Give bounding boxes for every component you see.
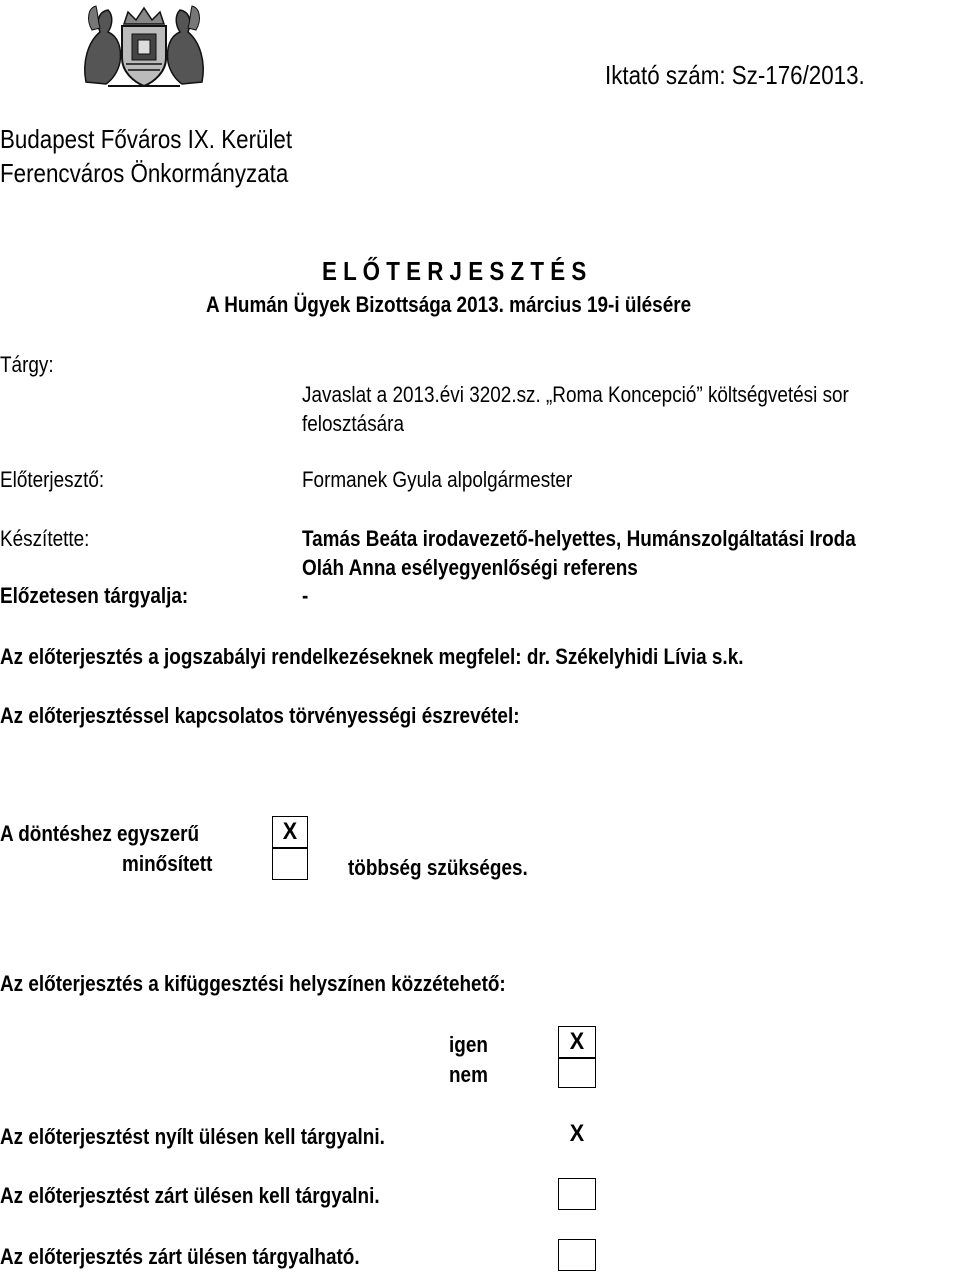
prepared-by-value-2: Oláh Anna esélyegyenlőségi referens <box>302 555 638 580</box>
majority-label: A döntéshez egyszerű <box>0 821 200 846</box>
prepared-by-value: Tamás Beáta irodavezető-helyettes, Humánszolgáltatási Iroda <box>302 526 856 551</box>
publication-yes-checkbox[interactable] <box>558 1026 596 1058</box>
subject-value-continued: felosztására <box>302 411 405 436</box>
document-title: E L Ő T E R J E S Z T É S <box>322 256 587 286</box>
subject-label: Tárgy: <box>0 352 54 377</box>
prepared-by-label: Készítette: <box>0 526 90 551</box>
publication-no-checkbox[interactable] <box>558 1058 596 1088</box>
organization-name: Budapest Főváros IX. Kerület <box>0 124 293 154</box>
closed-session-possible-checkbox[interactable] <box>558 1239 596 1271</box>
reference-number: Iktató szám: Sz-176/2013. <box>605 60 865 90</box>
submitter-value: Formanek Gyula alpolgármester <box>302 467 573 492</box>
organization-name-2: Ferencváros Önkormányzata <box>0 158 289 188</box>
simple-majority-checkbox[interactable] <box>272 816 308 848</box>
closed-session-label: Az előterjesztést zárt ülésen kell tárgyalni. <box>0 1183 380 1208</box>
publication-question: Az előterjesztés a kifüggesztési helyszínen közzétehető: <box>0 971 506 996</box>
legality-remark-label: Az előterjesztéssel kapcsolatos törvényességi észrevétel: <box>0 703 520 728</box>
publication-no-label: nem <box>449 1062 488 1087</box>
legal-compliance-statement: Az előterjesztés a jogszabályi rendelkezéseknek megfelel: dr. Székelyhidi Lívia s.k. <box>0 644 744 669</box>
majority-suffix: többség szükséges. <box>348 855 528 880</box>
check-mark: X <box>282 818 298 845</box>
majority-qualified-label: minősített <box>122 851 213 876</box>
preliminary-discussion-label: Előzetesen tárgyalja: <box>0 583 189 608</box>
closed-session-checkbox[interactable] <box>558 1178 596 1210</box>
publication-yes-label: igen <box>449 1032 488 1057</box>
document-subtitle: A Humán Ügyek Bizottsága 2013. március 19-i ülésére <box>206 292 692 317</box>
check-mark: X <box>569 1120 585 1147</box>
qualified-majority-checkbox[interactable] <box>272 848 308 880</box>
check-mark: X <box>569 1028 585 1055</box>
coat-of-arms-logo <box>78 2 210 88</box>
preliminary-discussion-value: - <box>302 583 309 608</box>
submitter-label: Előterjesztő: <box>0 467 105 492</box>
open-session-checkbox[interactable] <box>558 1118 596 1152</box>
subject-value: Javaslat a 2013.évi 3202.sz. „Roma Koncepció” költségvetési sor <box>302 382 849 407</box>
closed-session-possible-label: Az előterjesztés zárt ülésen tárgyalható. <box>0 1244 360 1269</box>
open-session-label: Az előterjesztést nyílt ülésen kell tárgyalni. <box>0 1124 385 1149</box>
